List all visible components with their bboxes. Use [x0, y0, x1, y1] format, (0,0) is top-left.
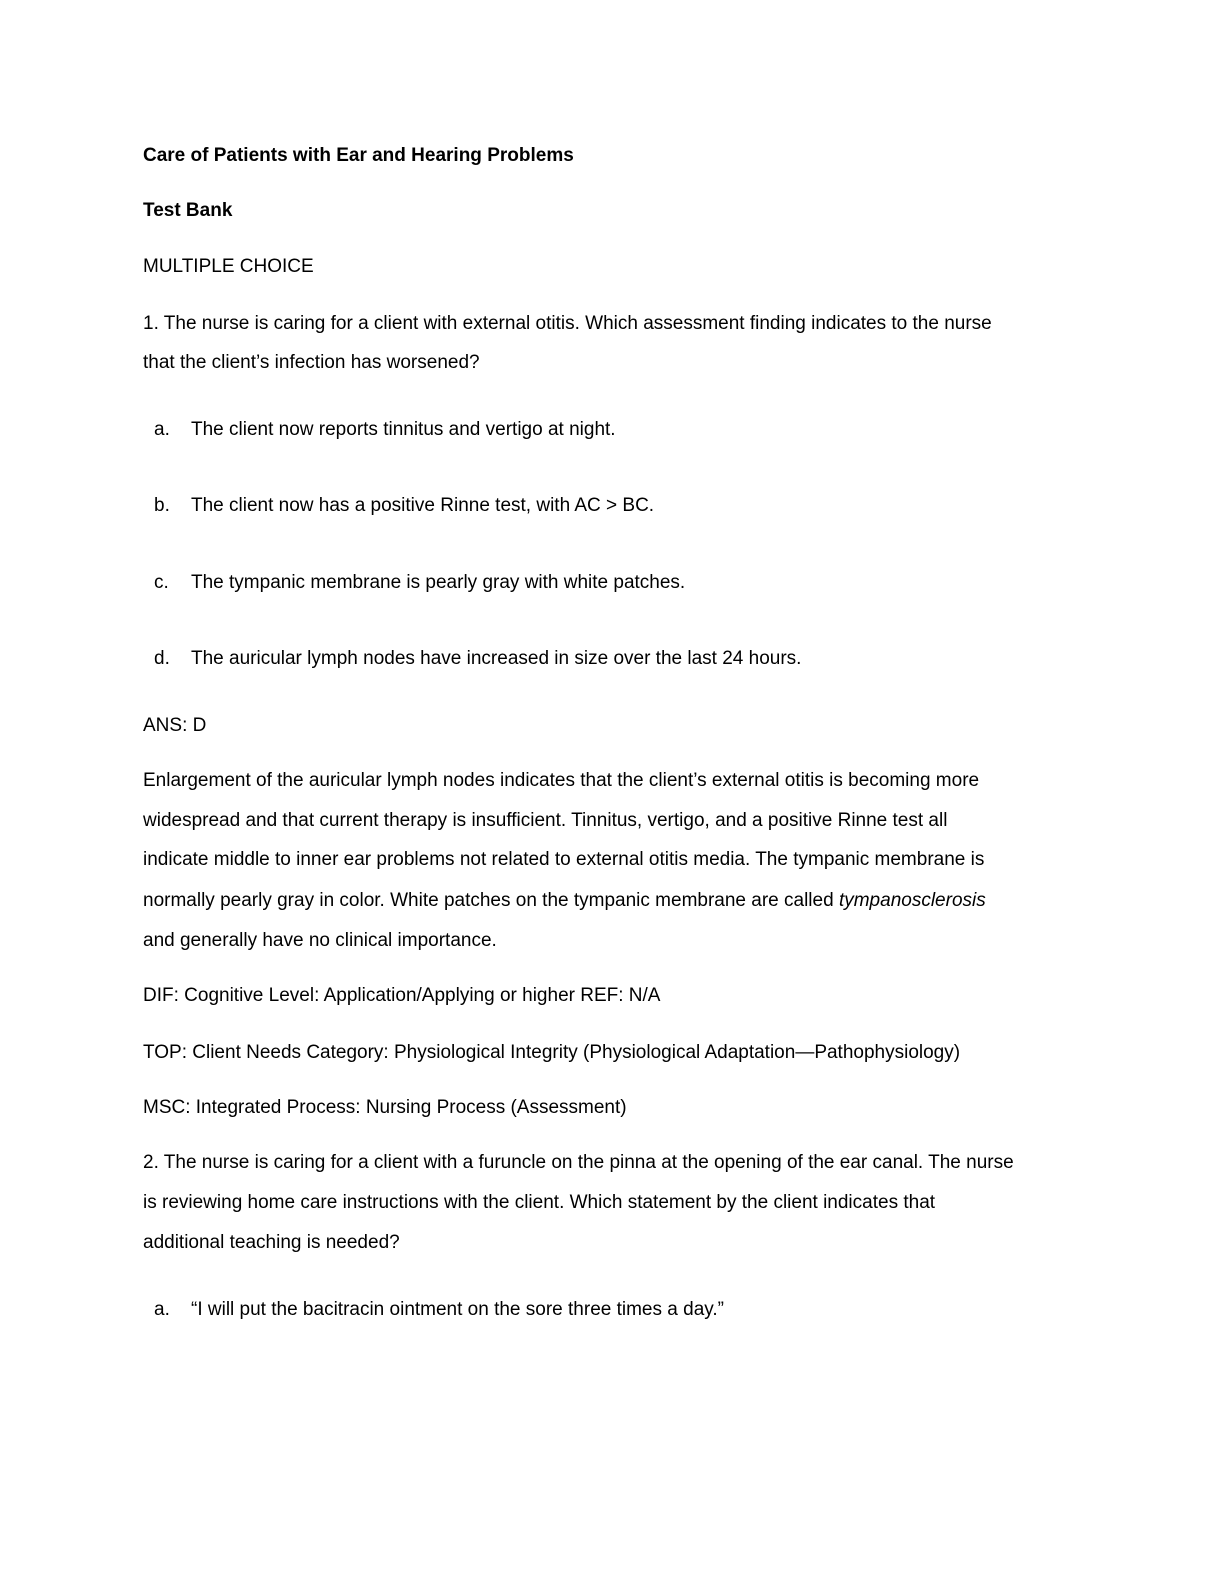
document-subtitle: Test Bank [143, 200, 233, 221]
q1-option-c-text: The tympanic membrane is pearly gray with white patches. [191, 572, 686, 593]
q2-option-a-letter: a. [154, 1299, 170, 1320]
q1-top: TOP: Client Needs Category: Physiological Integrity (Physiological Adaptation—Pathophysiology) [143, 1042, 961, 1063]
q1-option-a-letter: a. [154, 419, 170, 440]
q1-stem-line-2: that the client’s infection has worsened? [143, 352, 480, 373]
q1-rationale-term: tympanosclerosis [838, 890, 986, 911]
q1-option-b-text: The client now has a positive Rinne test, with AC > BC. [191, 495, 655, 516]
document-title: Care of Patients with Ear and Hearing Problems [143, 145, 574, 166]
q1-dif: DIF: Cognitive Level: Application/Applying or higher REF: N/A [143, 985, 661, 1006]
q2-stem-line-3: additional teaching is needed? [143, 1232, 400, 1253]
q1-rationale-line-4 [143, 889, 986, 913]
q1-rationale-line-1: Enlargement of the auricular lymph nodes indicates that the client’s external otitis is becoming more [143, 770, 980, 791]
q2-option-a-text: “I will put the bacitracin ointment on the sore three times a day.” [191, 1299, 724, 1320]
q1-msc: MSC: Integrated Process: Nursing Process (Assessment) [143, 1097, 627, 1118]
q1-option-d-letter: d. [154, 648, 170, 669]
q1-option-b-letter: b. [154, 495, 170, 516]
q1-rationale-line-5: and generally have no clinical importance. [143, 930, 497, 951]
section-heading: MULTIPLE CHOICE [143, 256, 314, 277]
q1-option-d-text: The auricular lymph nodes have increased in size over the last 24 hours. [191, 648, 802, 669]
q1-stem-line-1: 1. The nurse is caring for a client with external otitis. Which assessment finding indicates to the nurse [143, 313, 992, 334]
q1-answer: ANS: D [143, 715, 207, 736]
q1-rationale-line-3: indicate middle to inner ear problems not related to external otitis media. The tympanic membrane is [143, 849, 985, 870]
q1-rationale-line-2: widespread and that current therapy is insufficient. Tinnitus, vertigo, and a positive Rinne test all [143, 810, 948, 831]
q1-option-c-letter: c. [154, 572, 169, 593]
q1-rationale-line-4-text: normally pearly gray in color. White patches on the tympanic membrane are called [143, 890, 839, 911]
q2-stem-line-1: 2. The nurse is caring for a client with a furuncle on the pinna at the opening of the ear canal. The nurse [143, 1152, 1014, 1173]
q1-option-a-text: The client now reports tinnitus and vertigo at night. [191, 419, 616, 440]
q2-stem-line-2: is reviewing home care instructions with the client. Which statement by the client indicates that [143, 1192, 936, 1213]
